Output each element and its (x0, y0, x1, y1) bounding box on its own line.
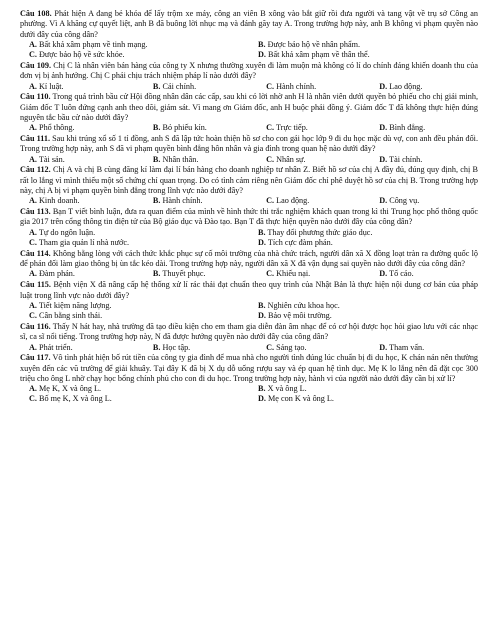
option-letter: D. (379, 154, 388, 164)
answer-option (20, 311, 249, 321)
option-letter: D. (258, 394, 266, 404)
option-letter: B. (152, 154, 161, 164)
question-number: Câu 108. (20, 9, 52, 18)
option-letter: B. (152, 81, 161, 91)
option-text: Khiếu nại. (276, 269, 311, 279)
answer-option (370, 343, 478, 353)
question-block (20, 207, 478, 248)
option-text: Hành chính. (276, 81, 317, 91)
answer-option (249, 311, 478, 321)
answer-option (20, 301, 249, 311)
answer-option (249, 40, 478, 50)
option-letter: D. (258, 238, 266, 248)
option-text: X và ông L. (267, 384, 307, 394)
question-text: Không bằng lòng với cách thức khắc phục sự cố môi trường của nhà chức trách, người dân xã X đồng loạt tràn ra đường quốc lộ để phản đối làm giao thông bị ùn tắc kéo dài. Trong trường hợp này, người dân xã X đã vận dụng sai quyền nào dưới đây của công dân? (20, 248, 478, 269)
option-letter: D. (379, 196, 388, 206)
option-letter: C. (266, 123, 275, 133)
option-text: Cải chính. (162, 81, 197, 91)
answer-option (20, 238, 249, 248)
answer-option (20, 123, 144, 133)
option-letter: A. (29, 39, 37, 49)
answer-options (20, 228, 478, 249)
option-text: Bảo vệ môi trường. (268, 311, 332, 321)
answer-option (144, 82, 257, 92)
option-text: Nhân thân. (162, 154, 199, 164)
question-text: Trong quá trình bầu cử Hội đồng nhân dân các cấp, sau khi có lời nhờ anh H là nhân viên dưới quyền bỏ phiếu cho chị giải minh, Giám đốc T luôn đứng cạnh anh theo dõi, giám sát. Vì mang ơn Giám đốc, anh H buộc phải đồng ý. Giám đốc T đã không thực hiện đúng nguyên tắc bầu cử nào dưới đây? (20, 92, 478, 122)
answer-options (20, 269, 478, 279)
option-text: Kỉ luật. (39, 81, 64, 91)
option-letter: B. (258, 384, 266, 394)
option-text: Công vụ. (389, 196, 420, 206)
option-letter: C. (266, 269, 275, 279)
answer-option (20, 50, 249, 60)
option-text: Lao động. (389, 81, 423, 91)
option-text: Bất khả xâm phạm về thân thể. (268, 50, 370, 60)
option-letter: A. (29, 342, 37, 352)
option-letter: B. (152, 123, 161, 133)
option-text: Tiết kiệm năng lượng. (38, 300, 112, 310)
answer-option (249, 228, 478, 238)
question-stem (20, 165, 478, 196)
question-text: Chị C là nhân viên bán hàng của công ty X nhưng thường xuyên đi làm muộn mà không có lí do chính đáng khiến doanh thu của đơn vị bị ảnh hưởng. Chị C phải chịu trách nhiệm pháp lí nào dưới đây? (20, 60, 479, 81)
option-text: Bố mẹ K, X và ông L. (39, 394, 112, 404)
answer-option (20, 384, 249, 394)
question-number: Câu 117. (20, 353, 51, 363)
answer-option (370, 269, 478, 279)
answer-option (257, 343, 370, 353)
option-text: Kinh doanh. (39, 196, 80, 206)
question-block (20, 134, 478, 165)
answer-option (257, 82, 370, 92)
option-letter: A. (29, 227, 37, 237)
option-letter: A. (29, 196, 37, 206)
option-text: Học tập. (162, 342, 191, 352)
answer-option (257, 196, 370, 206)
question-number: Câu 114. (20, 248, 51, 258)
option-text: Được bảo hộ về sức khỏe. (39, 50, 125, 60)
question-text: Chị A và chị B cùng đăng kí làm đại lí bán hàng cho doanh nghiệp tư nhân Z. Biết hồ sơ của chị A đầy đủ, đúng quy định, chị B rất lo lắng vì mình thiếu một số chứng chỉ quan trọng. Do có tình cảm riêng nên Giám đốc chỉ phê duyệt hồ sơ của chị B. Trong trường hợp này, chị A bị vi phạm quyền bình đẳng trong lĩnh vực nào dưới đây? (20, 165, 479, 196)
option-letter: C. (266, 81, 275, 91)
answer-option (249, 384, 478, 394)
option-text: Sáng tạo. (276, 342, 307, 352)
question-number: Câu 110. (20, 92, 51, 102)
answer-option (20, 196, 144, 206)
option-letter: C. (266, 154, 275, 164)
option-letter: A. (29, 123, 37, 133)
option-text: Tài sản. (38, 154, 65, 164)
question-text: Sau khi trúng xổ số 1 tỉ đồng, anh S đã lập tức hoàn thiện hồ sơ cho con gái học lớp 9 đi du học mặc dù vợ, con anh đều phản đối. Trong trường hợp này, anh S đã vi phạm quyền bình đẳng hôn nhân và gia đình trong quan hệ nào dưới đây? (20, 134, 478, 154)
question-number: Câu 111. (20, 134, 51, 144)
option-text: Bất khả xâm phạm về tinh mạng. (39, 39, 148, 49)
option-letter: C. (29, 311, 37, 321)
question-number: Câu 113. (20, 207, 51, 217)
question-stem (20, 61, 478, 82)
option-text: Tự do ngôn luận. (38, 227, 96, 237)
question-block (20, 9, 478, 60)
question-block (20, 280, 478, 321)
answer-option (257, 155, 370, 165)
question-block (20, 92, 478, 133)
option-text: Tài chính. (389, 154, 423, 164)
question-block (20, 165, 478, 206)
option-text: Bình đẳng. (389, 123, 426, 133)
question-stem (20, 322, 478, 343)
question-stem (20, 249, 478, 270)
option-text: Thay đổi phương thức giáo dục. (267, 227, 373, 237)
answer-option (249, 238, 478, 248)
answer-option (20, 82, 144, 92)
answer-option (249, 301, 478, 311)
option-text: Tố cáo. (389, 269, 414, 279)
answer-option (20, 40, 249, 50)
answer-option (20, 269, 144, 279)
answer-option (20, 228, 249, 238)
answer-option (20, 394, 249, 404)
option-letter: D. (258, 311, 266, 321)
answer-option (257, 123, 370, 133)
option-text: Đàm phán. (39, 269, 75, 279)
answer-option (249, 50, 478, 60)
option-text: Mẹ K, X và ông L. (39, 384, 102, 394)
answer-options (20, 155, 478, 165)
answer-options (20, 343, 478, 353)
option-text: Tham vấn. (389, 342, 425, 352)
option-text: Hành chính. (162, 196, 203, 206)
question-text: Phát hiện A đang bẻ khóa để lấy trộm xe máy, công an viên B xông vào bắt giữ rồi đưa người và tang vật về trụ sở Công an phường. Vì A khăng cự quyết liệt, anh B đã buông lời nhục mạ và đánh gãy tay A. Trong trường hợp này, anh B không vi phạm quyền nào dưới đây của công dân? (20, 9, 479, 39)
option-letter: B. (152, 196, 161, 206)
question-text: Vô tình phát hiện bố rút tiền của công ty gia đình để mua nhà cho người tình đúng lúc chuẩn bị đi du học, K chán nản nên thường xuyên đến các vũ trường để giải khuây. Tại đây K đã bị X dụ dỗ uống rượu say và ép quan hệ tình dục. Mẹ K lo lắng nên đã đặt cọc 300 triệu cho ông L nhờ chạy học bổng chính phủ cho con đi du học. Trong trường hợp này, hành vi của người nào dưới đây cần bị xử lí? (20, 353, 479, 383)
question-block (20, 322, 478, 353)
option-letter: C. (29, 238, 37, 248)
option-text: Nghiên cứu khoa học. (267, 300, 340, 310)
answer-option (370, 155, 478, 165)
option-letter: A. (29, 384, 37, 394)
option-text: Cân bằng sinh thái. (39, 311, 103, 321)
question-text: Bệnh viện X đã nâng cấp hệ thống xử lí rác thải đạt chuẩn theo quy trình của Nhật Bản là thực hiện nội dung cơ bản của pháp luật trong lĩnh vực nào dưới đây? (20, 280, 479, 300)
answer-option (370, 123, 478, 133)
option-letter: D. (379, 269, 388, 279)
option-text: Phát triển. (39, 342, 73, 352)
option-letter: B. (258, 300, 266, 310)
question-stem (20, 207, 478, 228)
question-text: Bạn T viết bình luận, đưa ra quan điểm của mình về hình thức thi trắc nghiệm khách quan trong kì thi Trung học phổ thông quốc gia 2017 trên cổng thông tin điện tử của Bộ giáo dục và Đào tạo. Bạn T đã thực hiện quyền nào dưới đây của công dân? (20, 207, 479, 227)
option-text: Lao động. (276, 196, 310, 206)
answer-option (144, 269, 257, 279)
answer-options (20, 301, 478, 322)
option-letter: C. (266, 196, 275, 206)
option-letter: B. (152, 269, 161, 279)
answer-option (257, 269, 370, 279)
answer-option (370, 82, 478, 92)
question-stem (20, 9, 478, 40)
question-stem (20, 92, 478, 123)
option-letter: B. (258, 227, 266, 237)
option-text: Tham gia quản lí nhà nước. (38, 238, 130, 248)
question-number: Câu 109. (20, 60, 52, 70)
answer-option (144, 123, 257, 133)
question-number: Câu 112. (20, 165, 51, 175)
option-text: Được bảo hộ về nhân phẩm. (267, 39, 360, 49)
question-stem (20, 353, 478, 384)
option-letter: D. (258, 50, 266, 60)
option-letter: A. (29, 81, 37, 91)
question-block (20, 353, 478, 404)
question-stem (20, 280, 478, 301)
answer-option (144, 196, 257, 206)
question-block (20, 61, 478, 92)
question-number: Câu 115. (20, 280, 51, 290)
answer-option (144, 155, 257, 165)
option-text: Phổ thông. (39, 123, 75, 133)
answer-option (144, 343, 257, 353)
answer-options (20, 40, 478, 61)
answer-options (20, 82, 478, 92)
option-letter: C. (29, 394, 37, 404)
question-block (20, 249, 478, 280)
option-text: Bỏ phiếu kín. (162, 123, 207, 133)
option-letter: D. (379, 123, 388, 133)
answer-options (20, 123, 478, 133)
option-letter: C. (29, 50, 37, 60)
question-number: Câu 116. (20, 321, 51, 331)
option-text: Nhân sự. (276, 154, 306, 164)
option-letter: A. (29, 300, 37, 310)
answer-options (20, 384, 478, 405)
answer-option (20, 155, 144, 165)
option-letter: A. (29, 154, 37, 164)
option-text: Thuyết phục. (162, 269, 206, 279)
answer-option (20, 343, 144, 353)
option-letter: C. (266, 342, 275, 352)
option-letter: B. (152, 342, 161, 352)
option-text: Trực tiếp. (275, 123, 308, 133)
option-letter: D. (379, 81, 388, 91)
option-letter: A. (29, 269, 37, 279)
answer-options (20, 196, 478, 206)
answer-option (370, 196, 478, 206)
option-letter: B. (258, 39, 266, 49)
option-text: Tích cực đàm phán. (267, 238, 333, 248)
answer-option (249, 394, 478, 404)
question-stem (20, 134, 478, 155)
question-text: Thấy N hát hay, nhà trường đã tạo điều kiện cho em tham gia diễn đàn âm nhạc để có cơ hội được học hỏi giao lưu với các nhạc sĩ, ca sĩ nổi tiếng. Trong trường hợp này, N đã được hưởng quyền nào dưới đây của công dân? (20, 321, 478, 342)
option-letter: D. (379, 342, 388, 352)
option-text: Mẹ con K và ông L. (268, 394, 334, 404)
